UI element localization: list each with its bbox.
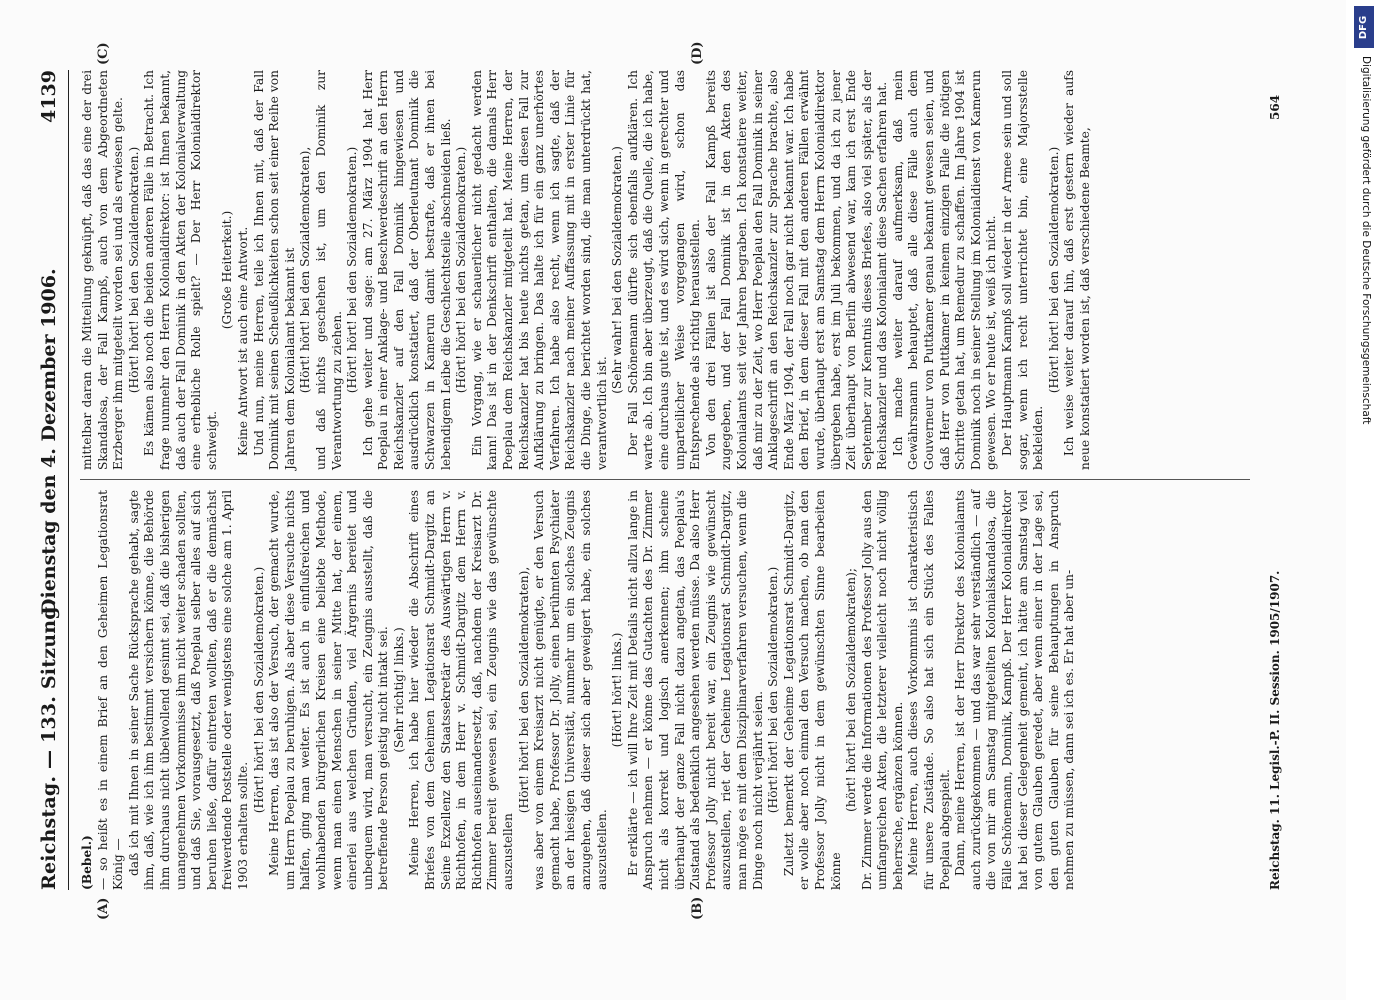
paragraph: Ich weise weiter darauf hin, daß erst gestern wieder aufs neue konstatiert worden ist, daß verschiedene Beamte, [1062, 70, 1092, 470]
paragraph: daß ich mit Ihnen in seiner Sache Rücksprache gehabt, sagte ihm, daß, wie ich ihm bestimmt versichern könne, die Behörde ihm durchaus nicht übelwollend gesinnt sei, daß die bisherigen unangenehmen Vorkommnisse ihm nicht weiter schaden sollten, und daß Sie, vorausgesetzt, daß Poeplau selber alles auf sich beruhen ließe, dafür eintreten wollten, daß er die demnächst freiwerdende Poststelle oder wenigstens eine solche am 1. April 1903 erhalten sollte. [126, 490, 250, 890]
page-header [34, 70, 69, 890]
margin-mark-c: (C) [96, 42, 111, 65]
margin-mark-d: (D) [690, 41, 705, 65]
interjection: (Große Heiterkeit.) [220, 210, 235, 330]
paragraph: Keine Antwort ist auch eine Antwort. [235, 226, 250, 456]
paragraph: — so heißt es in einem Brief an den Geheimen Legationsrat König — [95, 490, 126, 890]
interjection: (Hört! hört! bei den Sozialdemokraten), [516, 566, 531, 814]
footer-session: Reichstag. 11. Legisl.-P. II. Session. 1905/1907. [1268, 570, 1282, 890]
paragraph: Ich gehe weiter und sage: am 27. März 1904 hat Herr Poeplau in einer Anklage- und Beschwerdeschrift an den Herrn Reichskanzler auf den Fall Dominik hingewiesen und ausdrücklich konstatiert, daß der Oberleutnant Dominik die Schwarzen in Kamerun damit bestrafte, daß er ihnen bei lebendigem Leibe die Geschlechtsteile abschneiden ließ. [360, 70, 453, 470]
paragraph: Meine Herren, auch dieses Vorkommnis ist charakteristisch für unsere Zustände. So also hat sich ein Stück des Falles Poeplau abgespielt. [906, 490, 952, 890]
interjection: (Hört! hört! bei den Sozialdemokraten.) [126, 146, 141, 394]
credit-text: Digitalisierung gefördert durch die Deutsche Forschungsgemeinschaft [1360, 56, 1372, 425]
paragraph: und daß nichts geschehen ist, um den Dominik zur Verantwortung zu ziehen. [313, 70, 344, 470]
margin-mark-b: (B) [690, 896, 705, 920]
interjection: (Hört! hört! bei den Sozialdemokraten), [298, 146, 313, 394]
paragraph: was aber von einem Kreisarzt nicht genügte, er den Versuch gemacht habe, Professor Dr. Jolly, einen berühmten Psychiater an der hiesigen Universität, nunmehr um ein solches Zeugnis anzugehen, daß dieser sich aber geweigert habe, ein solches auszustellen. [532, 490, 609, 890]
interjection: (Hört! hört! bei den Sozialdemokraten.) [454, 146, 469, 394]
interjection: (Hört! hört! links.) [610, 632, 625, 748]
interjection: (Hört! hört! bei den Sozialdemokraten.) [345, 146, 360, 394]
paragraph: mittelbar daran die Mitteilung geknüpft, daß das eine der drei Skandalosa, der Fall Kampß, auch von dem Abgeordneten Erzberger ihm mitgeteilt worden sei und als erwiesen gelte. [80, 70, 126, 470]
digitization-credit [1346, 0, 1383, 1000]
page-number: 4139 [38, 70, 60, 123]
paragraph: Dann, meine Herren, ist der Herr Direktor des Kolonialamts auch zurückgekommen — und das war sehr verständlich — auf die von mir am Samstag mitgeteilten Kolonialskandalosa, die Fälle Schönemann, Dominik, Kampß. Der Herr Kolonialdirektor hat bei dieser Gelegenheit gemeint, ich hätte am Samstag viel von gutem Glauben geredet, aber wenn einer in der Lage sei, den guten Glauben für seine Behauptungen in Anspruch nehmen zu müssen, dann sei ich es. Er hat aber un- [953, 490, 1077, 890]
header-left: Reichstag. — 133. Sitzung. [38, 599, 60, 890]
speaker-label: (Bebel.) [80, 835, 94, 890]
footer-sheet-number: 564 [1268, 94, 1282, 120]
paragraph: Ein Vorgang, wie er schauerlicher nicht gedacht werden kann! Das ist in der Denkschrift enthalten, die damals Herr Poeplau dem Reichskanzler mitgeteilt hat. Meine Herren, der Reichskanzler hat bis heute nichts getan, um diesen Fall zur Aufklärung zu bringen. Das halte ich für ein ganz unerhörtes Verfahren. Ich habe also recht, wenn ich sagte, daß der Reichskanzler nach meiner Auffassung mit in erster Linie für die Dinge, die berichtet worden sind, die man unterdrückt hat, verantwortlich ist. [469, 70, 609, 470]
paragraph: Zuletzt bemerkt der Geheime Legationsrat Schmidt-Dargitz, er wolle aber noch einmal den Versuch machen, ob man den Professor Jolly nicht in dem gewünschten Sinne bearbeiten könne [781, 490, 843, 890]
interjection: (Sehr wahr! bei den Sozialdemokraten.) [610, 146, 625, 394]
paragraph: Er erklärte — ich will Ihre Zeit mit Details nicht allzu lange in Anspruch nehmen — er könne das Gutachten des Dr. Zimmer nicht als korrekt und logisch anerkennen; ihm scheine überhaupt der ganze Fall nicht dazu angetan, das Poeplau's Zustand als bedenklich angesehen werden müsse. Da also Herr Professor Jolly nicht bereit war, ein Zeugnis wie gewünscht auszustellen, riet der Geheime Legationsrat Schmidt-Dargitz, man möge es mit dem Disziplinarverfahren versuchen, wenn die Dinge noch nicht verjährt seien. [625, 490, 765, 890]
paragraph: Von den drei Fällen ist also der Fall Kampß bereits zugegeben, und der Fall Dominik ist in den Akten des Kolonialamts seit vier Jahren begraben. Ich konstatiere weiter, daß mir zu der Zeit, wo Herr Poeplau den Fall Dominik in seiner Anklageschrift an den Reichskanzler zur Sprache brachte, also Ende März 1904, der Fall noch gar nicht bekannt war. Ich habe den Brief, in dem dieser Fall mit den anderen Fällen erwähnt wurde, überhaupt erst am Samstag dem Herrn Kolonialdirektor übergeben habe, erst im Juli bekommen, und da ich zu jener Zeit überhaupt von Berlin abwesend war, kam ich erst Ende September zur Kenntnis dieses Briefes, also viel später, als der Reichskanzler und das Kolonialamt diese Sachen erfahren hat. [703, 70, 890, 470]
margin-mark-a: (A) [96, 897, 111, 920]
paragraph: Der Hauptmann Kampß soll wieder in der Armee sein und soll sogar, wenn ich recht unterrichtet bin, eine Majorsstelle bekleiden. [1000, 70, 1046, 470]
interjection: (Sehr richtig! links.) [391, 627, 406, 753]
paragraph: Meine Herren, das ist also der Versuch, der gemacht wurde, um Herrn Poeplau zu beruhigen. Als aber diese Versuche nichts halfen, ging man weiter. Es ist auch in einflußreichen und wohlhabenden bürgerlichen Kreisen eine beliebte Methode, wenn man einen Menschen in seiner Mitte hat, der einem, einerlei aus welchen Gründen, viel Ärgernis bereitet und unbequem wird, man versucht, ein Zeugnis ausstellt, daß die betreffende Person geistig nicht intakt sei. [267, 490, 391, 890]
column-divider [80, 479, 1250, 480]
left-column [80, 490, 1078, 890]
dfg-logo: DFG [1354, 6, 1374, 48]
interjection: (Hört! hört! bei den Sozialdemokraten.) [1046, 146, 1061, 394]
interjection: (Hört! hört! bei den Sozialdemokraten.) [251, 566, 266, 814]
paragraph: Meine Herren, ich habe hier wieder die Abschrift eines Briefes von dem Geheimen Legationsrat Schmidt-Dargitz an Seine Exzellenz den Staatssekretär des Auswärtigen Herrn v. Richthofen, in dem Herr v. Schmidt-Dargitz dem Herrn v. Richthofen auseinandersetzt, daß, nachdem der Kreisarzt Dr. Zimmer bereit gewesen sei, ein Zeugnis wie das gewünschte auszustellen [407, 490, 516, 890]
paragraph: Der Fall Schönemann dürfte sich ebenfalls aufklären. Ich warte ab. Ich bin aber überzeugt, daß die Quelle, die ich habe, eine durchaus gute ist, und es wird sich, wenn in gerechter und unparteilicher Weise vorgegangen wird, schon das Entsprechende als richtig herausstellen. [625, 70, 703, 470]
paragraph: Dr. Zimmer werde die Informationen des Professor Jolly aus den umfangreichen Akten, die letzterer vielleicht noch nicht völlig beherrsche, ergänzen können. [859, 490, 905, 890]
paragraph: Und nun, meine Herren, teile ich Ihnen mit, daß der Fall Dominik mit seinen Scheußlichkeiten schon seit einer Reihe von Jahren dem Kolonialamt bekannt ist [251, 70, 297, 470]
right-column [80, 70, 1094, 470]
paragraph: Ich mache weiter darauf aufmerksam, daß mein Gewährsmann behauptet, daß alle diese Fälle auch dem Gouverneur von Puttkamer genau bekannt gewesen seien, und daß Herr von Puttkamer in keinem einzigen Falle die nötigen Schritte getan hat, um Remedur zu schaffen. Im Jahre 1904 ist Dominik noch in seiner Stellung im Kolonialdienst von Kamerun gewesen. Wo er heute ist, weiß ich nicht. [890, 70, 999, 470]
paragraph: Es kämen also noch die beiden anderen Fälle in Betracht. Ich frage nunmehr den Herrn Kolonialdirektor: ist Ihnen bekannt, daß auch der Fall Dominik in den Akten der Kolonialverwaltung eine erhebliche Rolle spielt? — Der Herr Kolonialdirektor schweigt. [142, 70, 219, 470]
interjection: (hört! hört! bei den Sozialdemokraten); [844, 567, 859, 813]
header-date: Dienstag den 4. Dezember 1906. [38, 268, 60, 615]
interjection: (Hört! hört! bei den Sozialdemokraten.) [766, 566, 781, 814]
